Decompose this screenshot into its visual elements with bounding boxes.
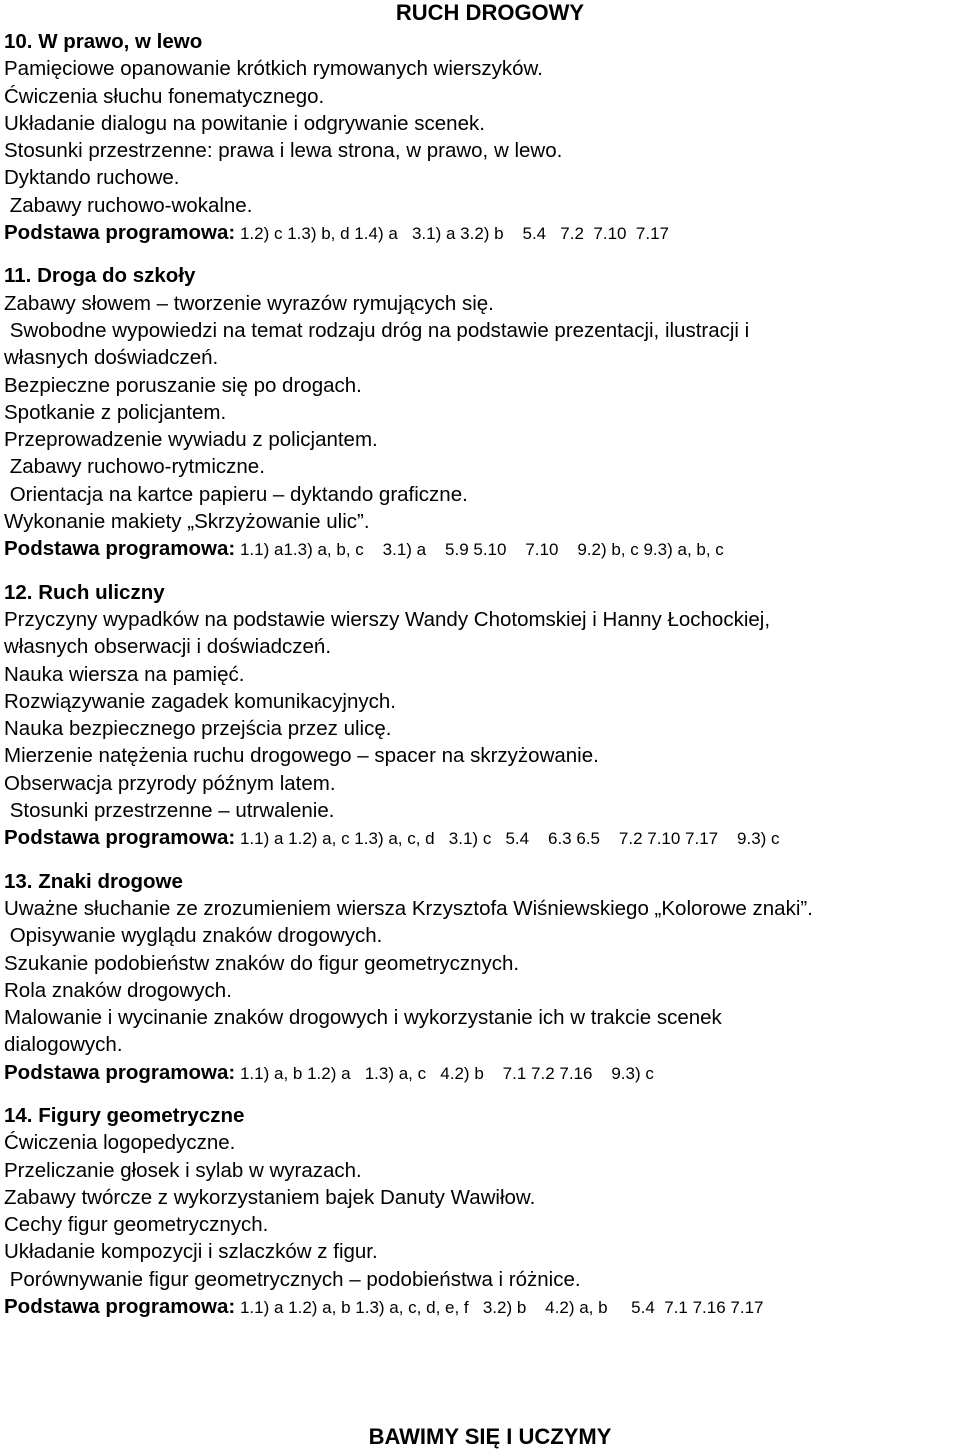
activity-line: własnych obserwacji i doświadczeń.	[4, 635, 332, 659]
activity-line: Nauka bezpiecznego przejścia przez ulicę.	[4, 717, 392, 741]
lesson-heading	[4, 579, 954, 606]
activity-line: Pamięciowe opanowanie krótkich rymowanych wierszyków.	[4, 57, 543, 81]
lesson-number: 10.	[4, 30, 33, 53]
activity-line: własnych doświadczeń.	[4, 346, 219, 370]
activity-line: Dyktando ruchowe.	[4, 166, 180, 190]
lesson-list	[4, 28, 954, 1336]
lesson-title: Znaki drogowe	[38, 869, 183, 893]
lesson-number: 11.	[4, 264, 32, 288]
curriculum-codes: 1.1) a1.3) a, b, c 3.1) a 5.9 5.10 7.10 9.2) b, c 9.3) a, b, c	[235, 540, 724, 560]
lesson-section	[4, 868, 954, 1087]
activity-line: Bezpieczne poruszanie się po drogach.	[4, 373, 362, 397]
activity-line: Obserwacja przyrody późnym latem.	[4, 771, 336, 795]
curriculum-codes: 1.2) c 1.3) b, d 1.4) a 3.1) a 3.2) b 5.4 7.2 7.10 7.17	[235, 224, 670, 244]
lesson-title: Ruch uliczny	[38, 580, 165, 604]
curriculum-basis	[4, 1059, 954, 1087]
activity-line: Wykonanie makiety „Skrzyżowanie ulic”.	[4, 510, 370, 534]
activity-line: Cechy figur geometrycznych.	[4, 1213, 269, 1237]
curriculum-codes: 1.1) a 1.2) a, b 1.3) a, c, d, e, f 3.2) b 4.2) a, b 5.4 7.1 7.16 7.17	[235, 1298, 764, 1318]
lesson-section	[4, 1102, 954, 1321]
curriculum-basis-label: Podstawa programowa:	[4, 221, 236, 245]
activity-line: Spotkanie z policjantem.	[4, 400, 227, 424]
curriculum-codes: 1.1) a 1.2) a, c 1.3) a, c, d 3.1) c 5.4 6.3 6.5 7.2 7.10 7.17 9.3) c	[235, 829, 780, 849]
next-section-title: BAWIMY SIĘ I UCZYMY	[368, 1424, 612, 1449]
lesson-title: Figury geometryczne	[38, 1103, 245, 1127]
activity-line: Rozwiązywanie zagadek komunikacyjnych.	[4, 689, 396, 713]
activity-line: Stosunki przestrzenne: prawa i lewa strona, w prawo, w lewo.	[4, 139, 563, 163]
document-title: RUCH DROGOWY	[395, 0, 585, 25]
activity-line: Ćwiczenia logopedyczne.	[4, 1131, 236, 1155]
activity-line: Ćwiczenia słuchu fonematycznego.	[4, 84, 325, 108]
lesson-number: 13.	[4, 869, 33, 893]
activity-line: Nauka wiersza na pamięć.	[4, 662, 245, 686]
curriculum-basis-label: Podstawa programowa:	[4, 537, 236, 561]
lesson-number: 12.	[4, 580, 33, 604]
activity-line: Stosunki przestrzenne – utrwalenie.	[4, 799, 335, 823]
activity-line: Przeliczanie głosek i sylab w wyrazach.	[4, 1158, 362, 1182]
curriculum-codes: 1.1) a, b 1.2) a 1.3) a, c 4.2) b 7.1 7.2 7.16 9.3) c	[235, 1063, 654, 1083]
lesson-title: Droga do szkoły	[37, 264, 196, 288]
lesson-number: 14.	[4, 1103, 33, 1127]
curriculum-basis	[4, 535, 954, 563]
activity-line: Zabawy ruchowo-wokalne.	[4, 193, 253, 217]
activity-line: Przyczyny wypadków na podstawie wierszy Wandy Chotomskiej i Hanny Łochockiej,	[4, 607, 771, 631]
lesson-heading	[4, 28, 954, 55]
activity-line: Przeprowadzenie wywiadu z policjantem.	[4, 428, 378, 452]
activity-line: dialogowych.	[4, 1033, 123, 1057]
lesson-section	[4, 262, 954, 563]
curriculum-basis	[4, 219, 954, 247]
activity-line: Orientacja na kartce papieru – dyktando graficzne.	[4, 482, 468, 506]
curriculum-basis-label: Podstawa programowa:	[4, 826, 236, 850]
activity-line: Zabawy ruchowo-rytmiczne.	[4, 455, 265, 479]
activity-line: Układanie kompozycji i szlaczków z figur.	[4, 1240, 378, 1264]
activity-line: Zabawy twórcze z wykorzystaniem bajek Danuty Wawiłow.	[4, 1185, 536, 1209]
activity-line: Zabawy słowem – tworzenie wyrazów rymujących się.	[4, 291, 494, 315]
curriculum-basis	[4, 1293, 954, 1321]
lesson-heading	[4, 262, 954, 289]
lesson-section	[4, 28, 954, 247]
curriculum-basis-label: Podstawa programowa:	[4, 1060, 236, 1084]
activity-line: Szukanie podobieństw znaków do figur geometrycznych.	[4, 951, 520, 975]
activity-line: Układanie dialogu na powitanie i odgrywanie scenek.	[4, 111, 485, 135]
activity-line: Swobodne wypowiedzi na temat rodzaju dróg na podstawie prezentacji, ilustracji i	[4, 318, 750, 342]
activity-line: Malowanie i wycinanie znaków drogowych i wykorzystanie ich w trakcie scenek	[4, 1006, 722, 1030]
activity-line: Rola znaków drogowych.	[4, 978, 232, 1002]
curriculum-basis-label: Podstawa programowa:	[4, 1295, 236, 1319]
lesson-section	[4, 579, 954, 853]
activity-line: Uważne słuchanie ze zrozumieniem wiersza Krzysztofa Wiśniewskiego „Kolorowe znaki”.	[4, 896, 813, 920]
activity-line: Opisywanie wyglądu znaków drogowych.	[4, 924, 383, 948]
lesson-heading	[4, 1102, 954, 1129]
curriculum-basis	[4, 824, 954, 852]
activity-line: Mierzenie natężenia ruchu drogowego – spacer na skrzyżowanie.	[4, 744, 599, 768]
lesson-heading	[4, 868, 954, 895]
activity-line: Porównywanie figur geometrycznych – podobieństwa i różnice.	[4, 1267, 581, 1291]
lesson-title: W prawo, w lewo	[38, 30, 203, 53]
